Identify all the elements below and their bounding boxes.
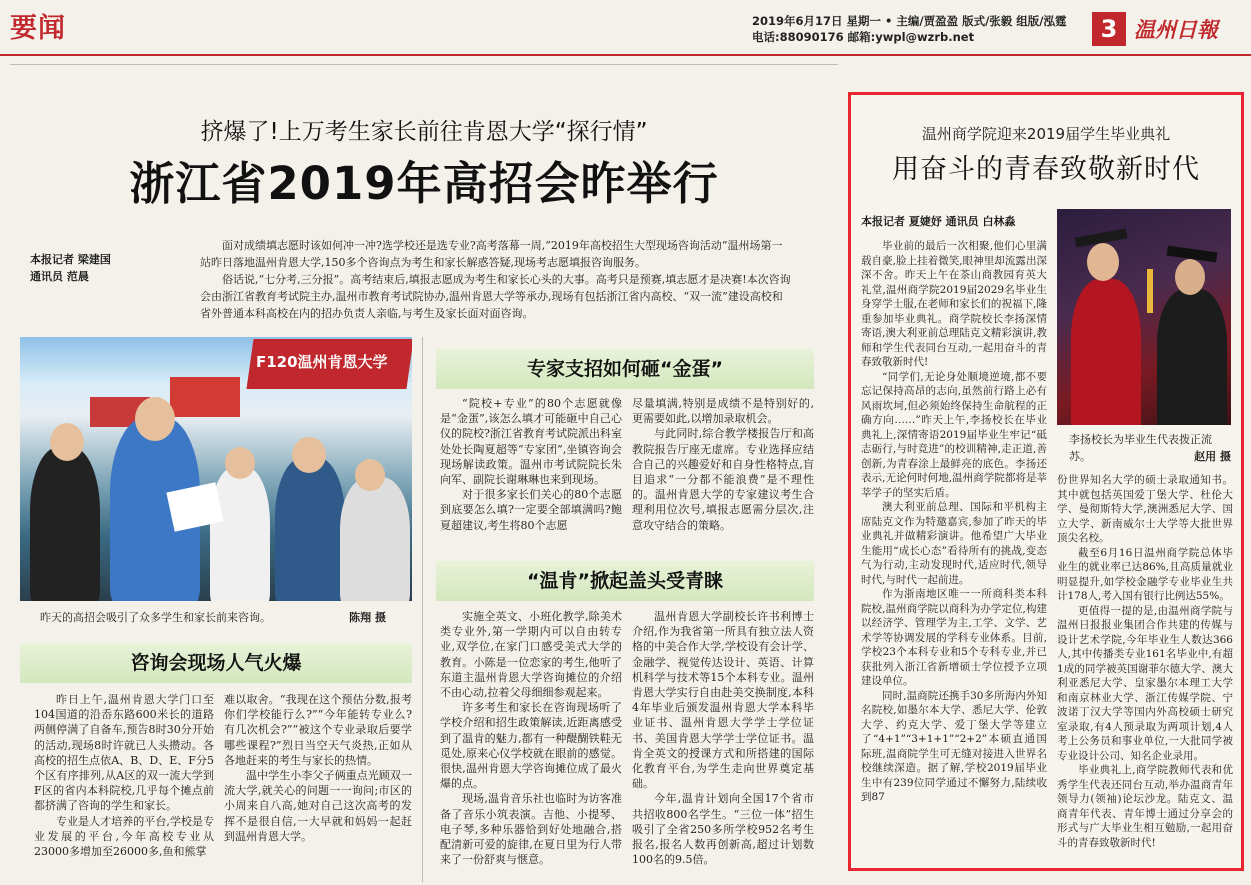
- masthead: [0, 0, 1251, 56]
- byline-correspondent: 通讯员 范晨: [30, 270, 89, 283]
- paragraph: “同学们,无论身处顺境逆境,都不要忘记保持高昂的志向,虽然前行路上必有风雨坎坷,但必须始终保持生命航程的正确方向……”昨天上午,李扬校长在毕业典礼上,深情寄语2019届毕业生牢记“砥志砺行,与时竞进”的校训精神,走正道,善创新,为青春涂上最鲜亮的底色。李扬还表示,无论何时何地,温州商学院都将是莘莘学子的坚实后盾。: [861, 370, 1047, 499]
- graduation-caption-text: 李扬校长为毕业生代表拨正流苏。: [1069, 433, 1212, 463]
- column-divider: [422, 337, 423, 882]
- text-column: [1057, 473, 1233, 850]
- paragraph: 昨日上午,温州肯恩大学门口至104国道的沿岙东路600米长的道路两侧停满了自备车,预告8时30分开始的活动,现场8时许就已人头攒动。各高校的招生点依A、B、D、E、F分5个区有序排列,从A区的双一流大学到F区的省内本科院校,几乎每个摊点前都挤满了咨询的学生和家长。: [34, 693, 214, 813]
- graduation-byline: 本报记者 夏婕妤 通讯员 白林淼: [861, 215, 1016, 228]
- paragraph: 许多考生和家长在咨询现场听了学校介绍和招生政策解读,近距离感受到了温肯的魅力,都有一种醍醐铁鞋无觅处,原来心仪学校就在眼前的感觉。很快,温州肯恩大学咨询摊位成了最火爆的点。: [440, 701, 622, 791]
- paragraph: 毕业前的最后一次相聚,他们心里满载自豪,脸上挂着微笑,眼神里却流露出深深不舍。昨天上午在茶山商教园育英大礼堂,温州商学院2019届2029名毕业生身穿学士服,在老师和家长们的祝福下,隆重参加毕业典礼。商学院校长李扬深情寄语,澳大利亚前总理陆克文精彩演讲,教师和学生代表同台互动,一起用奋斗的青春致敬新时代!: [861, 240, 1047, 368]
- text-column: [632, 396, 814, 533]
- paragraph: 同时,温商院还携手30多所海内外知名院校,如墨尔本大学、悉尼大学、伦敦大学、约克大学、爱丁堡大学等建立了“4+1”“3+1+1”“2+2”本硕直通国际班,温商院学生可无缝对接进入世界名校继续深造。据了解,学校2019届毕业生中有239位同学通过不懈努力,陆续收到87: [861, 689, 1047, 803]
- lead-paragraph: 俗话说,“七分考,三分报”。高考结束后,填报志愿成为考生和家长心头的大事。高考只是预赛,填志愿才是决赛!本次咨询会由浙江省教育考试院主办,温州市教育考试院协办,温州肯恩大学等承办,现场有包括浙江省内高校、“双一流”建设高校和省外普通本科高校在内的招办负责人亲临,与考生及家长面对面咨询。: [200, 273, 791, 320]
- photo-person: [210, 467, 270, 601]
- photo-head: [1087, 243, 1119, 281]
- text-column: [224, 692, 412, 844]
- main-story-lead: [200, 237, 792, 322]
- photo-caption-text: 昨天的高招会吸引了众多学生和家长前来咨询。: [40, 611, 271, 624]
- photo-head: [1175, 259, 1205, 295]
- subhead-crowd: 咨询会现场人气火爆: [20, 643, 412, 683]
- newspaper-logo: 温州日報: [1134, 17, 1218, 42]
- paragraph: 截至6月16日温州商学院总体毕业生的就业率已达86%,且高质量就业明显提升,如学校金融学专业毕业生共计178人,考入国有银行比例达55%。: [1057, 546, 1233, 602]
- paragraph: 难以取舍。“我现在这个预估分数,报考你们学校能行么?”“今年能转专业么?有几次机会?”“被这个专业录取后要学哪些课程?”烈日当空天气炎热,正如从各地赶来的考生与家长的热情。: [224, 693, 412, 767]
- paragraph: 毕业典礼上,商学院教师代表和优秀学生代表还同台互动,举办温商青年领导力(领袖)论坛沙龙。陆克文、温商青年代表、青年博士通过分享会的形式与广大毕业生相互勉励,一起用奋斗的青春致敬新时代!: [1057, 764, 1233, 849]
- subhead-experts: 专家支招如何砸“金蛋”: [436, 349, 814, 389]
- main-story-kicker: 挤爆了!上万考生家长前往肯恩大学“探行情”: [200, 119, 648, 145]
- photo-head: [355, 459, 385, 491]
- paragraph: 温中学生小李父子俩重点光顾双一流大学,就关心的问题一一询问;市区的小周来自八高,她对自己这次高考的发挥不是很自信,一大早就和妈妈一起赶到温州肯恩大学。: [224, 769, 412, 843]
- graduation-article[interactable]: [848, 92, 1244, 871]
- photo-head: [225, 447, 255, 479]
- paragraph: 作为浙南地区唯一一所商科类本科院校,温州商学院以商科为办学定位,构建以经济学、管理学为主,工学、文学、艺术学等协调发展的学科专业体系。目前,学校23个本科专业和5个专科专业,并已获批列入浙江省新增硕士学位授予立项建设单位。: [861, 588, 1047, 687]
- paragraph: 今年,温肯计划向全国17个省市共招收800名学生。“三位一体”招生吸引了全省250多所学校952名考生报名,报名人数再创新高,超过计划数100名的9.5倍。: [632, 792, 814, 867]
- photo-person: [30, 447, 100, 601]
- lead-paragraph: 面对成绩填志愿时该如何冲一冲?选学校还是选专业?高考落幕一周,“2019年高校招生大型现场咨询活动”温州场第一站昨日落地温州肯恩大学,150多个咨询点为考生和家长解惑答疑,现场考志愿填报咨询服务。: [200, 239, 783, 269]
- text-column: [440, 609, 622, 867]
- paragraph: 实施全英文、小班化教学,除美术类专业外,第一学期内可以自由转专业,双学位,在家门口感受美式大学的教育。小陈是一位恋家的考生,他听了东道主温州肯恩大学咨询摊位的介绍不由心动,拉着父母细细参观起来。: [440, 610, 622, 700]
- main-story-byline: [30, 251, 111, 285]
- page-number: 3: [1092, 12, 1126, 46]
- paragraph: 更值得一提的是,由温州商学院与温州日报报业集团合作共建的传媒与设计艺术学院,今年毕业生人数达366人,其中传播类专业161名毕业中,有超1成的同学被英国谢菲尔德大学、澳大利亚悉尼大学、皇家墨尔本理工大学和南京林业大学、浙江传媒学院、宁波诺丁汉大学等国内外高校硕士研究室录取,有4人预录取为两项计划,4人考上公务员和事业单位,一大批同学被专业设计公司、知名企业录用。: [1057, 604, 1233, 762]
- paragraph: “院校+专业”的80个志愿就像是“金蛋”,该怎么填才可能砸中自己心仪的院校?浙江省教育考试院派出科室处处长陶夏超等“专家团”,坐镇咨询会现场解读政策。温州市考试院院长朱向军、副院长谢琳琳也来到现场。: [440, 397, 622, 487]
- photo-caption: [40, 609, 410, 625]
- photo-banner-text: F120温州肯恩大学: [256, 353, 388, 371]
- paragraph: 温州肯恩大学副校长许书利博士介绍,作为我省第一所具有独立法人资格的中美合作大学,学校设有会计学、金融学、视觉传达设计、英语、计算机科学与技术等15个本科专业。温州肯恩大学实行自由赴美交换制度,本科4年毕业后颁发温州肯恩大学本科毕业证书、温州肯恩大学学士学位证书、美国肯恩大学学士学位证书。温肯全英文的授课方式和所搭建的国际化教育平台,为学生走向世界奠定基础。: [632, 610, 814, 791]
- photo-credit: 陈翔 摄: [349, 611, 386, 624]
- section-name: 要闻: [10, 13, 66, 44]
- photo-person: [340, 477, 410, 601]
- main-story: [10, 64, 838, 885]
- photo-person: [275, 457, 345, 601]
- photo-head: [292, 437, 326, 473]
- paragraph: 与此同时,综合教学楼报告厅和高教院报告厅座无虚席。专业选择应结合自己的兴趣爱好和自身性格特点,盲目追求“一分都不能浪费”是不理性的。温州肯恩大学的专家建议考生合理利用位次号,填报志愿需分层次,注意攻守结合的策略。: [632, 427, 814, 532]
- graduation-photo-credit: 赵用 摄: [1194, 450, 1231, 463]
- paragraph: 对于很多家长们关心的80个志愿到底要怎么填?一定要全部填满吗?鲍夏超建议,考生将80个志愿: [440, 488, 622, 532]
- paragraph: 份世界知名大学的硕士录取通知书。其中就包括英国爱丁堡大学、杜伦大学、曼彻斯特大学,澳洲悉尼大学、国立大学、新南威尔士大学等大批世界顶尖名校。: [1057, 474, 1233, 544]
- paragraph: 澳大利亚前总理、国际和平机构主席陆克文作为特邀嘉宾,参加了昨天的毕业典礼并做精彩演讲。他希望广大毕业生能用“成长心态”看待所有的挑战,变态气为行动,主动发现时代,适应时代,领导时代,与时代一起前进。: [861, 501, 1047, 586]
- paragraph: 尽量填满,特别是成绩不是特别好的,更需要如此,以增加录取机会。: [632, 397, 814, 426]
- graduation-photo: [1057, 209, 1231, 425]
- text-column: [34, 692, 214, 859]
- text-column: [861, 239, 1047, 805]
- masthead-info: [752, 13, 1082, 45]
- photo-gown: [1157, 289, 1227, 425]
- masthead-date-editors: 2019年6月17日 星期一 • 主编/贾盈盈 版式/张毅 组版/泓霆: [752, 14, 1067, 28]
- paragraph: 现场,温肯音乐社也临时为访客准备了音乐小筑表演。吉他、小提琴、电子琴,多种乐器恰到好处地融合,搭配清新可爱的旋律,在夏日里为行人带来了一份舒爽与惬意。: [440, 792, 622, 867]
- graduation-kicker: 温州商学院迎来2019届学生毕业典礼: [921, 125, 1171, 143]
- photo-gown: [1071, 279, 1141, 425]
- text-column: [632, 609, 814, 867]
- subhead-kean: “温肯”掀起盖头受青睐: [436, 561, 814, 601]
- main-story-headline: 浙江省2019年高招会昨举行: [129, 157, 719, 210]
- photo-head: [135, 397, 175, 441]
- paragraph: 专业是人才培养的平台,学校是专业发展的平台,今年高校专业从23000多增加至26000多,鱼和熊掌: [34, 814, 214, 859]
- graduation-photo-caption: [1069, 431, 1231, 465]
- photo-tent: [170, 377, 240, 417]
- text-column: [440, 396, 622, 533]
- masthead-contact: 电话:88090176 邮箱:ywpl@wzrb.net: [752, 30, 975, 44]
- graduation-headline: 用奋斗的青春致敬新时代: [892, 154, 1200, 185]
- photo-head: [50, 423, 84, 461]
- byline-reporter: 本报记者 梁建国: [30, 253, 111, 266]
- consultation-photo: [20, 337, 412, 601]
- photo-tassel: [1147, 269, 1153, 313]
